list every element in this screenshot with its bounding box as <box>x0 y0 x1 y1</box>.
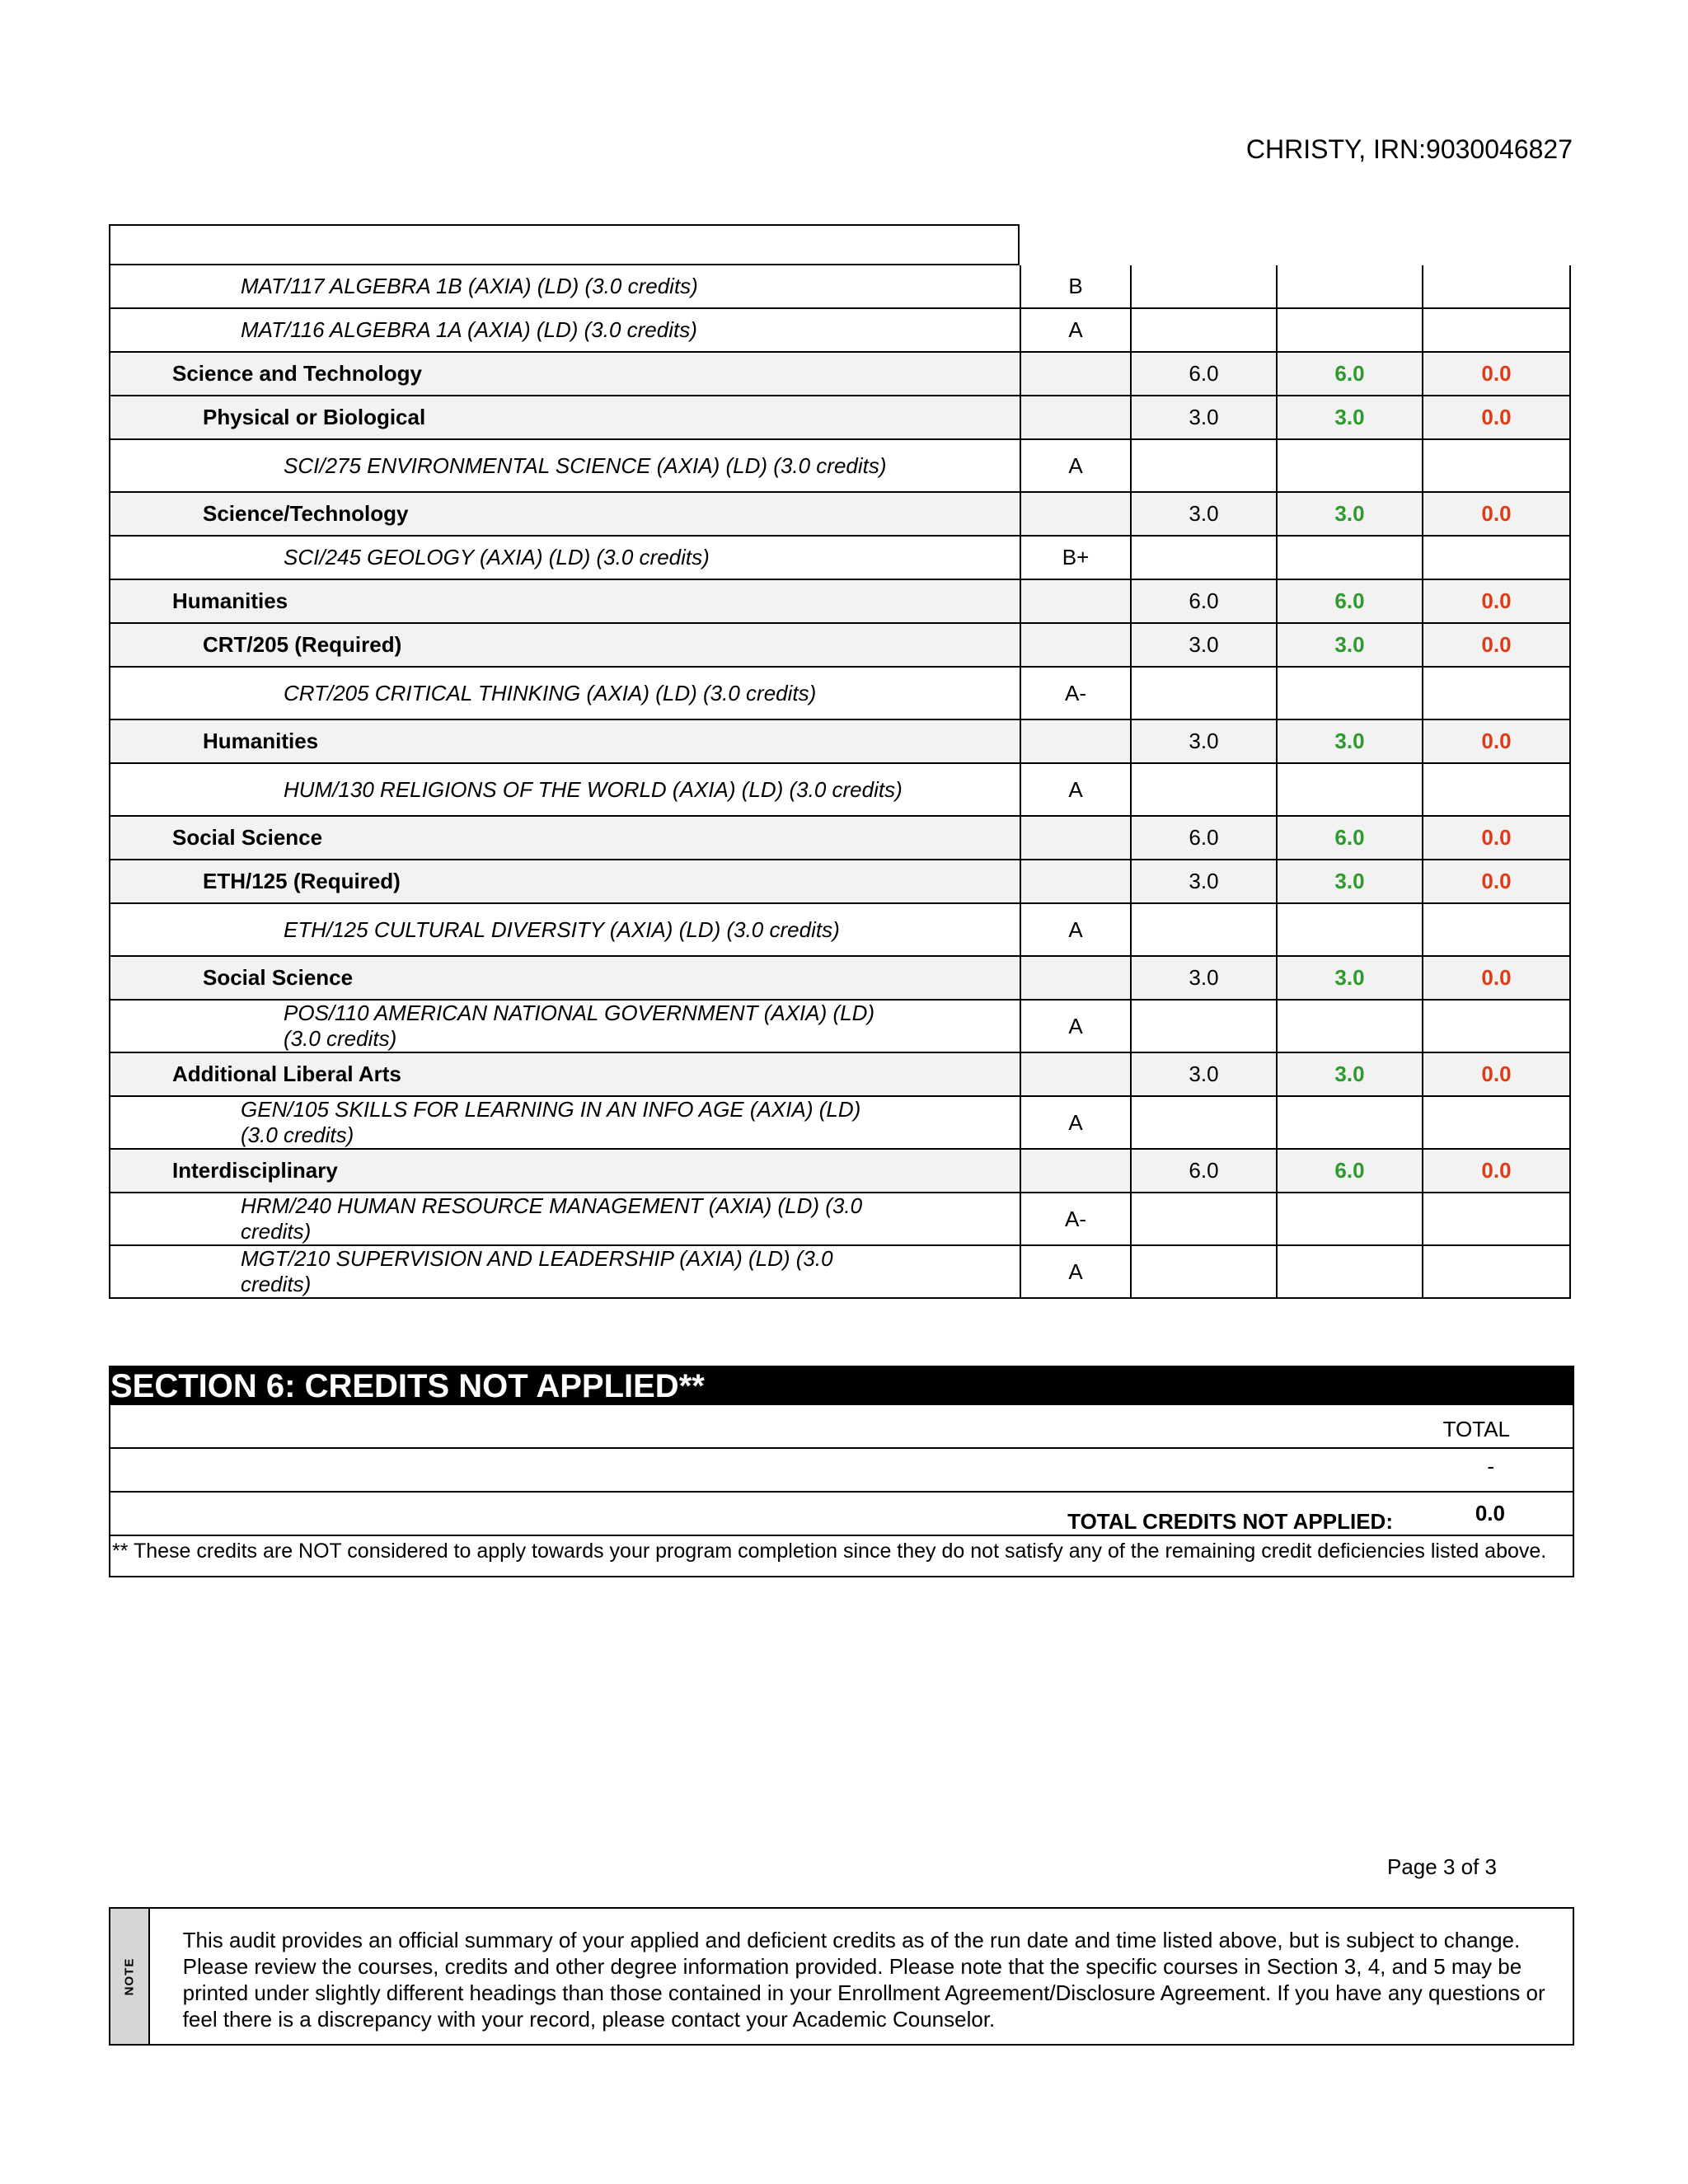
requirement-name <box>109 720 1021 762</box>
course-name <box>109 1001 1021 1052</box>
remaining-credits <box>1423 764 1571 815</box>
course-grade: A- <box>1021 668 1132 719</box>
remaining-credits <box>1423 1246 1571 1297</box>
required-credits <box>1132 764 1278 815</box>
course-row <box>109 265 1571 309</box>
requirement-name <box>109 493 1021 535</box>
remaining-credits: 0.0 <box>1423 580 1571 622</box>
required-credits: 3.0 <box>1132 624 1278 666</box>
course-row <box>109 440 1571 493</box>
remaining-credits <box>1423 265 1571 307</box>
table-top-box <box>109 224 1020 265</box>
remaining-credits: 0.0 <box>1423 957 1571 999</box>
required-credits <box>1132 309 1278 351</box>
course-row <box>109 1097 1571 1150</box>
required-credits <box>1132 1246 1278 1297</box>
applied-credits: 3.0 <box>1278 396 1423 438</box>
applied-credits: 3.0 <box>1278 1053 1423 1095</box>
remaining-credits: 0.0 <box>1423 860 1571 902</box>
requirement-row <box>109 1053 1571 1097</box>
course-name <box>109 668 1021 719</box>
note-tab <box>110 1909 150 2044</box>
remaining-credits <box>1423 537 1571 579</box>
course-title: MAT/116 ALGEBRA 1A (AXIA) (LD) (3.0 credits) <box>241 317 697 342</box>
required-credits: 3.0 <box>1132 957 1278 999</box>
audit-rows <box>109 265 1571 1299</box>
required-credits <box>1132 1001 1278 1052</box>
required-credits <box>1132 440 1278 491</box>
applied-credits: 3.0 <box>1278 624 1423 666</box>
section-6-footnote: ** These credits are NOT considered to apply towards your program completion since they do not satisfy any of the remaining credit deficiencies listed above. <box>112 1540 1547 1563</box>
course-row <box>109 537 1571 580</box>
requirement-name <box>109 580 1021 622</box>
note-text: This audit provides an official summary of your applied and deficient credits as of the run date and time listed above, but is subject to change. Please review the courses, credits and other degree information provided. Please note that the specific courses in Section 3, 4, and 5 may be printed under slightly different headings than those contained in your Enrollment Agreement/Disclosure Agreement. If you have any questions or feel there is a discrepancy with your record, please contact your Academic Counselor. <box>182 1928 1545 2032</box>
total-credits-label: TOTAL CREDITS NOT APPLIED: <box>1067 1509 1393 1534</box>
requirement-title: Additional Liberal Arts <box>172 1062 401 1086</box>
page-number: Page 3 of 3 <box>1387 1854 1497 1879</box>
required-credits: 6.0 <box>1132 580 1278 622</box>
note-tab-label: NOTE <box>122 1957 137 1995</box>
required-credits: 3.0 <box>1132 1053 1278 1095</box>
required-credits: 3.0 <box>1132 860 1278 902</box>
required-credits: 6.0 <box>1132 1150 1278 1192</box>
total-credits-value: 0.0 <box>1475 1501 1505 1526</box>
remaining-credits <box>1423 1193 1571 1244</box>
requirement-title: ETH/125 (Required) <box>203 869 401 893</box>
course-grade <box>1021 720 1132 762</box>
course-name <box>109 265 1021 307</box>
course-title: MAT/117 ALGEBRA 1B (AXIA) (LD) (3.0 credits) <box>241 274 698 298</box>
requirement-title: Science and Technology <box>172 361 422 386</box>
applied-credits <box>1278 1097 1423 1148</box>
applied-credits: 3.0 <box>1278 720 1423 762</box>
course-grade <box>1021 860 1132 902</box>
course-grade: B+ <box>1021 537 1132 579</box>
applied-credits <box>1278 440 1423 491</box>
requirement-name <box>109 817 1021 859</box>
remaining-credits: 0.0 <box>1423 624 1571 666</box>
applied-credits <box>1278 904 1423 955</box>
course-grade <box>1021 1150 1132 1192</box>
course-grade: B <box>1021 265 1132 307</box>
course-row <box>109 904 1571 957</box>
applied-credits: 6.0 <box>1278 817 1423 859</box>
remaining-credits: 0.0 <box>1423 396 1571 438</box>
note-box <box>109 1907 1574 2046</box>
requirement-title: Physical or Biological <box>203 405 426 429</box>
requirement-row <box>109 624 1571 668</box>
requirement-row <box>109 396 1571 440</box>
required-credits: 3.0 <box>1132 720 1278 762</box>
section-6 <box>109 1366 1574 1577</box>
course-name <box>109 309 1021 351</box>
course-grade: A- <box>1021 1193 1132 1244</box>
requirement-name <box>109 624 1021 666</box>
course-title: POS/110 AMERICAN NATIONAL GOVERNMENT (AXIA) (LD) (3.0 credits) <box>284 1001 875 1051</box>
course-title: SCI/275 ENVIRONMENTAL SCIENCE (AXIA) (LD) (3.0 credits) <box>284 452 887 478</box>
applied-credits: 6.0 <box>1278 353 1423 395</box>
requirement-name <box>109 1150 1021 1192</box>
requirement-title: Social Science <box>172 825 323 850</box>
remaining-credits <box>1423 904 1571 955</box>
remaining-credits: 0.0 <box>1423 720 1571 762</box>
course-title: ETH/125 CULTURAL DIVERSITY (AXIA) (LD) (3.0 credits) <box>284 916 840 942</box>
remaining-credits <box>1423 1001 1571 1052</box>
remaining-credits: 0.0 <box>1423 493 1571 535</box>
applied-credits <box>1278 1193 1423 1244</box>
required-credits <box>1132 668 1278 719</box>
applied-credits: 3.0 <box>1278 860 1423 902</box>
requirement-name <box>109 860 1021 902</box>
requirement-row <box>109 1150 1571 1193</box>
course-grade <box>1021 957 1132 999</box>
course-title: GEN/105 SKILLS FOR LEARNING IN AN INFO AGE (AXIA) (LD) (3.0 credits) <box>241 1097 861 1147</box>
applied-credits: 3.0 <box>1278 957 1423 999</box>
required-credits: 6.0 <box>1132 353 1278 395</box>
applied-credits <box>1278 537 1423 579</box>
course-row <box>109 764 1571 817</box>
remaining-credits <box>1423 1097 1571 1148</box>
course-title: MGT/210 SUPERVISION AND LEADERSHIP (AXIA) (LD) (3.0 credits) <box>241 1246 833 1296</box>
section-6-header-row <box>110 1405 1573 1449</box>
remaining-credits: 0.0 <box>1423 1150 1571 1192</box>
course-grade: A <box>1021 309 1132 351</box>
requirement-title: Humanities <box>172 588 288 613</box>
requirement-row <box>109 720 1571 764</box>
requirement-title: Science/Technology <box>203 501 409 526</box>
course-title: SCI/245 GEOLOGY (AXIA) (LD) (3.0 credits) <box>284 545 710 569</box>
requirement-row <box>109 353 1571 396</box>
requirement-name <box>109 957 1021 999</box>
applied-credits <box>1278 764 1423 815</box>
section-6-empty-row <box>110 1449 1573 1493</box>
requirement-title: CRT/205 (Required) <box>203 632 402 657</box>
course-grade <box>1021 396 1132 438</box>
applied-credits <box>1278 265 1423 307</box>
applied-credits <box>1278 1246 1423 1297</box>
course-title: HUM/130 RELIGIONS OF THE WORLD (AXIA) (LD) (3.0 credits) <box>284 776 903 802</box>
total-dash: - <box>1487 1454 1494 1479</box>
course-row <box>109 1246 1571 1299</box>
required-credits <box>1132 265 1278 307</box>
requirement-name <box>109 353 1021 395</box>
requirement-row <box>109 817 1571 860</box>
remaining-credits: 0.0 <box>1423 1053 1571 1095</box>
required-credits: 3.0 <box>1132 396 1278 438</box>
course-name <box>109 904 1021 955</box>
course-grade <box>1021 817 1132 859</box>
requirement-title: Humanities <box>203 729 319 753</box>
course-name <box>109 1193 1021 1244</box>
course-grade <box>1021 624 1132 666</box>
remaining-credits <box>1423 668 1571 719</box>
requirement-name <box>109 396 1021 438</box>
course-title: HRM/240 HUMAN RESOURCE MANAGEMENT (AXIA) (LD) (3.0 credits) <box>241 1193 863 1244</box>
course-grade: A <box>1021 904 1132 955</box>
course-row <box>109 1193 1571 1246</box>
remaining-credits: 0.0 <box>1423 817 1571 859</box>
course-grade: A <box>1021 764 1132 815</box>
required-credits <box>1132 537 1278 579</box>
course-row <box>109 668 1571 720</box>
required-credits: 6.0 <box>1132 817 1278 859</box>
requirement-row <box>109 957 1571 1001</box>
course-name <box>109 764 1021 815</box>
applied-credits: 3.0 <box>1278 493 1423 535</box>
course-grade: A <box>1021 1246 1132 1297</box>
required-credits: 3.0 <box>1132 493 1278 535</box>
applied-credits <box>1278 1001 1423 1052</box>
course-name <box>109 440 1021 491</box>
course-grade: A <box>1021 440 1132 491</box>
requirement-title: Interdisciplinary <box>172 1158 338 1183</box>
applied-credits <box>1278 309 1423 351</box>
applied-credits: 6.0 <box>1278 580 1423 622</box>
course-row <box>109 309 1571 353</box>
applied-credits <box>1278 668 1423 719</box>
course-grade <box>1021 353 1132 395</box>
section-6-total-row <box>110 1493 1573 1536</box>
remaining-credits: 0.0 <box>1423 353 1571 395</box>
course-title: CRT/205 CRITICAL THINKING (AXIA) (LD) (3.0 credits) <box>284 680 817 705</box>
total-column-header: TOTAL <box>1442 1417 1510 1441</box>
requirement-row <box>109 493 1571 537</box>
section-6-box <box>109 1405 1574 1577</box>
applied-credits: 6.0 <box>1278 1150 1423 1192</box>
requirement-row <box>109 860 1571 904</box>
section-6-title: SECTION 6: CREDITS NOT APPLIED** <box>109 1366 1574 1405</box>
course-row <box>109 1001 1571 1053</box>
course-grade: A <box>1021 1097 1132 1148</box>
course-grade <box>1021 580 1132 622</box>
remaining-credits <box>1423 309 1571 351</box>
requirement-title: Social Science <box>203 965 354 990</box>
course-name <box>109 1246 1021 1297</box>
course-name <box>109 1097 1021 1148</box>
student-name-irn: CHRISTY, IRN:9030046827 <box>1245 134 1573 164</box>
requirement-name <box>109 1053 1021 1095</box>
course-grade <box>1021 1053 1132 1095</box>
course-name <box>109 537 1021 579</box>
course-grade <box>1021 493 1132 535</box>
remaining-credits <box>1423 440 1571 491</box>
required-credits <box>1132 904 1278 955</box>
required-credits <box>1132 1193 1278 1244</box>
required-credits <box>1132 1097 1278 1148</box>
requirement-row <box>109 580 1571 624</box>
course-grade: A <box>1021 1001 1132 1052</box>
